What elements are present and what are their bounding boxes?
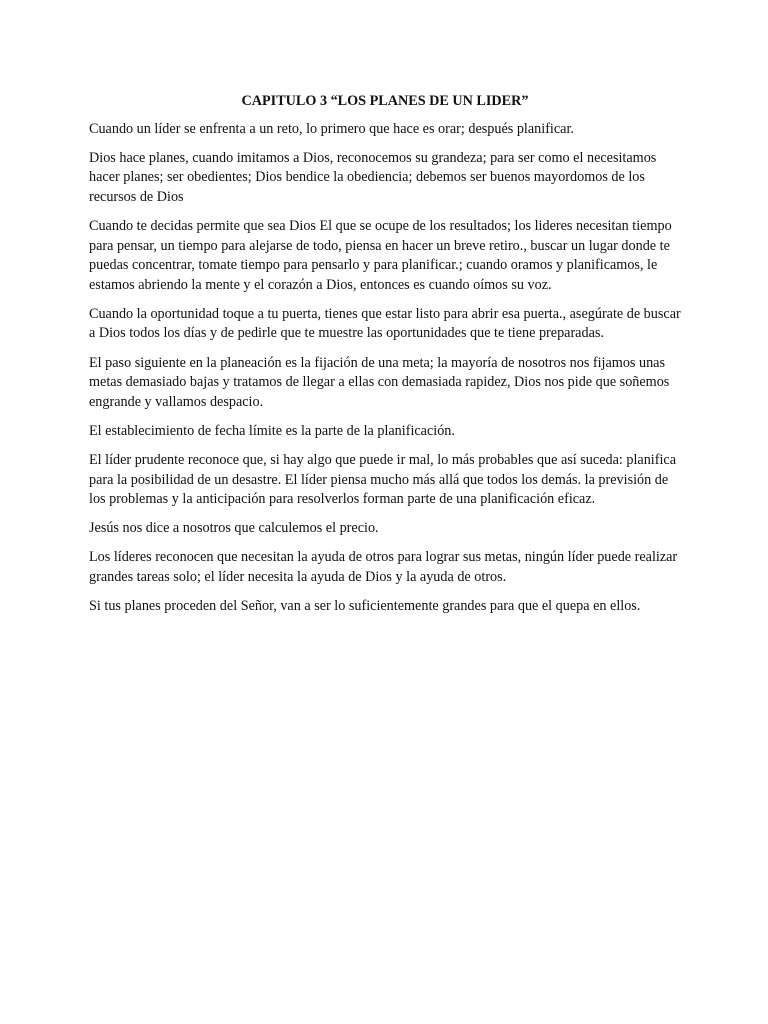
- paragraph-8: Jesús nos dice a nosotros que calculemos el precio.: [89, 520, 379, 537]
- document-body: [89, 92, 681, 626]
- paragraph-3: Cuando te decidas permite que sea Dios El que se ocupe de los resultados; los lideres necesitan tiempo para pensar, un tiempo para alejarse de todo, piensa en hacer un breve retiro., buscar un lugar donde te puedas concentrar, tomate tiempo para pensarlo y para planificar.; cuando oramos y planificamos, le estamos abriendo la mente y el corazón a Dios, entonces es cuando oímos su voz.: [89, 217, 672, 293]
- paragraph-2: Dios hace planes, cuando imitamos a Dios, reconocemos su grandeza; para ser como el necesitamos hacer planes; ser obedientes; Dios bendice la obediencia; debemos ser buenos mayordomos de los recursos de Dios: [89, 149, 657, 205]
- paragraph-9: Los líderes reconocen que necesitan la ayuda de otros para lograr sus metas, ningún líder puede realizar grandes tareas solo; el líder necesita la ayuda de Dios y la ayuda de otros.: [89, 549, 678, 585]
- paragraph-1: Cuando un líder se enfrenta a un reto, lo primero que hace es orar; después planificar.: [89, 120, 574, 137]
- paragraph-10: Si tus planes proceden del Señor, van a ser lo suficientemente grandes para que el quepa en ellos.: [89, 597, 641, 614]
- paragraph-7: El líder prudente reconoce que, si hay algo que puede ir mal, lo más probables que así suceda: planifica para la posibilidad de un desastre. El líder piensa mucho más allá que todos los demás. la previsión de los problemas y la anticipación para resolverlos forman parte de una planificación eficaz.: [89, 451, 676, 508]
- page-title: CAPITULO 3 “LOS PLANES DE UN LIDER”: [241, 93, 529, 109]
- paragraph-4: Cuando la oportunidad toque a tu puerta, tienes que estar listo para abrir esa puerta., asegúrate de buscar a Dios todos los días y de pedirle que te muestre las oportunidades que te tiene preparadas.: [89, 305, 681, 342]
- paragraph-5: El paso siguiente en la planeación es la fijación de una meta; la mayoría de nosotros nos fijamos unas metas demasiado bajas y tratamos de llegar a ellas con demasiada rapidez, Dios nos pide que soñemos engrande y vallamos despacio.: [89, 354, 670, 410]
- paragraph-6: El establecimiento de fecha límite es la parte de la planificación.: [89, 422, 455, 439]
